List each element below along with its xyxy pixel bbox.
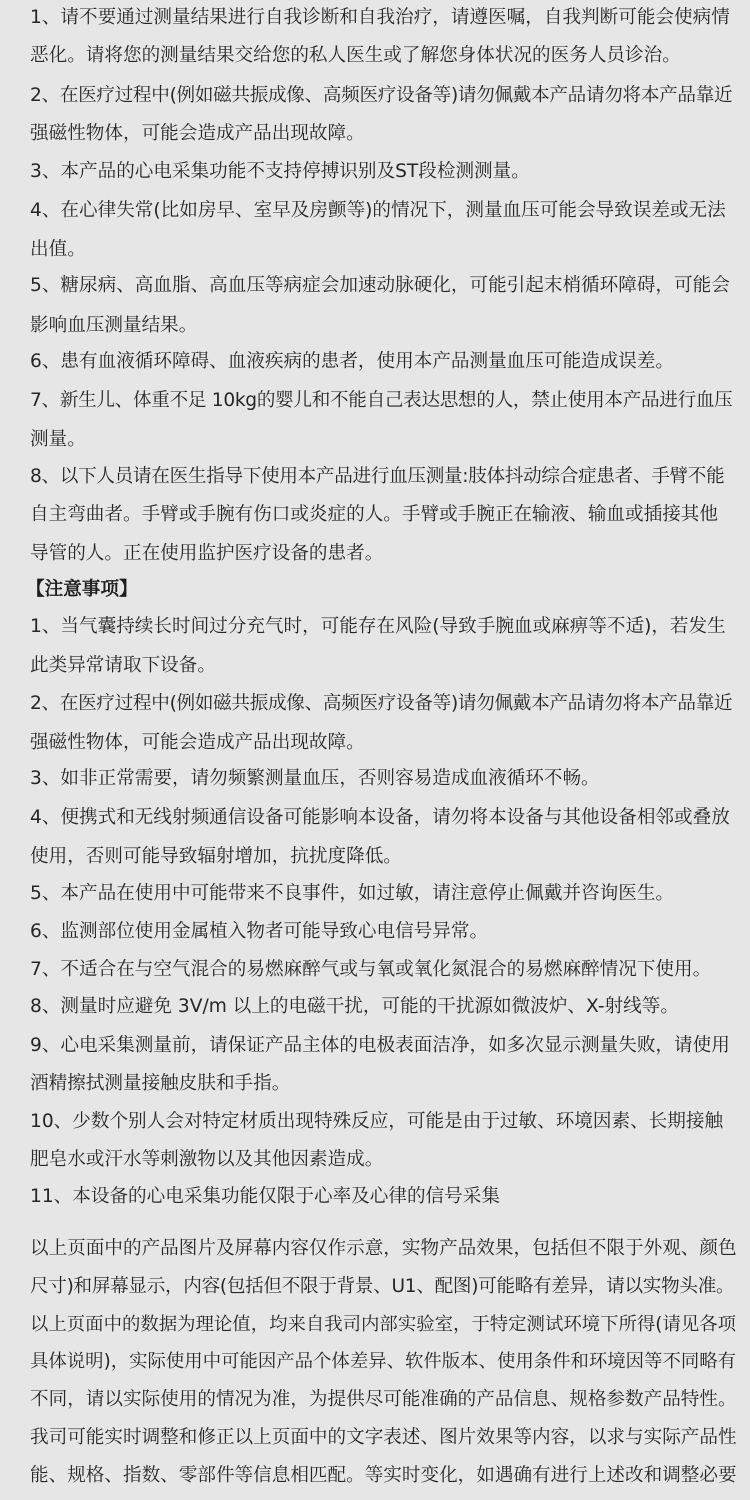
- precaution-1-line-1: 1、当气囊持续长时间过分充气时，可能存在风险(导致手腕血或麻痹等不适)，若发生: [30, 616, 726, 637]
- precaution-1-line-2: 此类异常请取下设备。: [30, 655, 216, 676]
- warning-5-line-2: 影响血压测量结果。: [30, 315, 198, 336]
- precaution-2-line-2: 强磁性物体，可能会造成产品出现故障。: [30, 732, 365, 753]
- disclaimer-line-7: 能、规格、指数、零部件等信息相匹配。等实时变化，如遇确有进行上述改和调整必要: [30, 1465, 737, 1486]
- precaution-11: 11、本设备的心电采集功能仅限于心率及心律的信号采集: [30, 1186, 500, 1207]
- warning-8-line-2: 自主弯曲者。手臂或手腕有伤口或炎症的人。手臂或手腕正在输液、输血或插接其他: [30, 504, 718, 525]
- disclaimer-line-4: 具体说明)，实际使用中可能因产品个体差异、软件版本、使用条件和环境因等不同略有: [30, 1351, 737, 1372]
- warning-2-line-1: 2、在医疗过程中(例如磁共振成像、高频医疗设备等)请勿佩戴本产品请勿将本产品靠近: [30, 85, 733, 106]
- warning-6: 6、患有血液循环障碍、血液疾病的患者，使用本产品测量血压可能造成误差。: [30, 351, 675, 372]
- precaution-6: 6、监测部位使用金属植入物者可能导致心电信号异常。: [30, 921, 489, 942]
- warning-7-line-1: 7、新生儿、体重不足 10kg的婴儿和不能自己表达思想的人，禁止使用本产品进行血压: [30, 390, 733, 411]
- precaution-10-line-1: 10、少数个别人会对特定材质出现特殊反应，可能是由于过敏、环境因素、长期接触: [30, 1111, 724, 1132]
- precaution-3: 3、如非正常需要，请勿频繁测量血压，否则容易造成血液循环不畅。: [30, 768, 600, 789]
- precaution-7: 7、不适合在与空气混合的易燃麻醉气或与氧或氧化氮混合的易燃麻醉情况下使用。: [30, 959, 712, 980]
- precaution-10-line-2: 肥皂水或汗水等刺激物以及其他因素造成。: [30, 1149, 384, 1170]
- precaution-9-line-2: 酒精擦拭测量接触皮肤和手指。: [30, 1073, 291, 1094]
- precaution-8: 8、测量时应避免 3V/m 以上的电磁干扰，可能的干扰源如微波炉、X-射线等。: [30, 996, 679, 1017]
- disclaimer-line-2: 尺寸)和屏幕显示，内容(包括但不限于背景、U1、配图)可能略有差异，请以实物头准。: [30, 1276, 735, 1297]
- precautions-heading: 【注意事项】: [26, 579, 138, 600]
- warning-2-line-2: 强磁性物体，可能会造成产品出现故障。: [30, 123, 365, 144]
- warning-3: 3、本产品的心电采集功能不支持停搏识别及ST段检测测量。: [30, 161, 530, 182]
- warning-4-line-2: 出值。: [30, 239, 86, 260]
- warning-7-line-2: 测量。: [30, 429, 86, 450]
- disclaimer-line-5: 不同，请以实际使用的情况为准，为提供尽可能准确的产品信息、规格参数产品特性。: [30, 1389, 737, 1410]
- precaution-4-line-1: 4、便携式和无线射频通信设备可能影响本设备，请勿将本设备与其他设备相邻或叠放: [30, 807, 730, 828]
- disclaimer-line-3: 以上页面中的数据为理论值，均来自我司内部实验室，于特定测试环境下所得(请见各项: [30, 1314, 737, 1335]
- precaution-2-line-1: 2、在医疗过程中(例如磁共振成像、高频医疗设备等)请勿佩戴本产品请勿将本产品靠近: [30, 693, 733, 714]
- warning-1-line-1: 1、请不要通过测量结果进行自我诊断和自我治疗，请遵医嘱，自我判断可能会使病情: [30, 7, 730, 28]
- disclaimer-line-1: 以上页面中的产品图片及屏幕内容仅作示意，实物产品效果，包括但不限于外观、颜色: [30, 1238, 737, 1259]
- disclaimer-line-6: 我司可能实时调整和修正以上页面中的文字表述、图片效果等内容，以求与实际产品性: [30, 1427, 737, 1448]
- precaution-4-line-2: 使用，否则可能导致辐射增加，抗扰度降低。: [30, 846, 402, 867]
- precaution-5: 5、本产品在使用中可能带来不良事件，如过敏，请注意停止佩戴并咨询医生。: [30, 883, 675, 904]
- warning-8-line-3: 导管的人。正在使用监护医疗设备的患者。: [30, 543, 384, 564]
- precaution-9-line-1: 9、心电采集测量前，请保证产品主体的电极表面洁净，如多次显示测量失败，请使用: [30, 1035, 730, 1056]
- warning-8-line-1: 8、以下人员请在医生指导下使用本产品进行血压测量:肢体抖动综合症患者、手臂不能: [30, 466, 725, 487]
- warning-1-line-2: 恶化。请将您的测量结果交给您的私人医生或了解您身体状况的医务人员诊治。: [30, 45, 681, 66]
- warning-4-line-1: 4、在心律失常(比如房早、室早及房颤等)的情况下，测量血压可能会导致误差或无法: [30, 200, 726, 221]
- warning-5-line-1: 5、糖尿病、高血脂、高血压等病症会加速动脉硬化，可能引起末梢循环障碍，可能会: [30, 275, 730, 296]
